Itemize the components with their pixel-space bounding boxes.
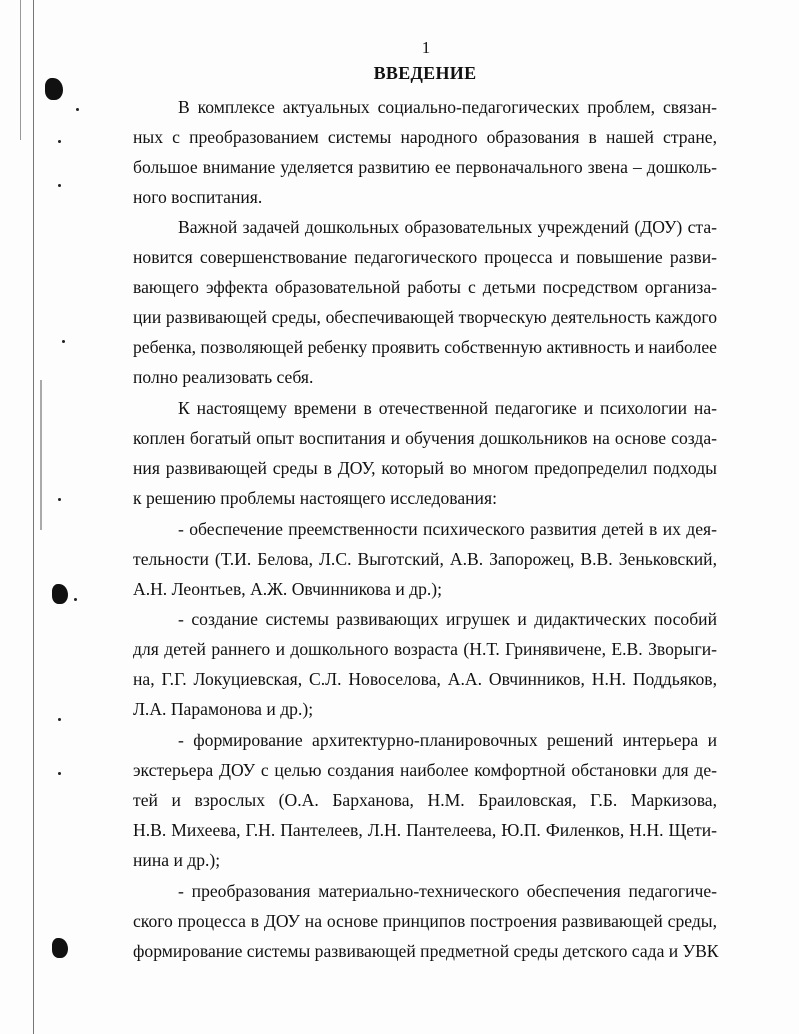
text-line: экстерьера ДОУ с целью создания наиболее комфортной обстановки для де- [133, 760, 717, 780]
text-line: новится совершенствование педагогического процесса и повышение разви- [133, 247, 717, 267]
list-paragraph [133, 725, 717, 875]
scan-dot [58, 498, 61, 501]
scan-dot [58, 184, 61, 187]
text-line: ных с преобразованием системы народного образования в нашей стране, [133, 127, 717, 147]
paragraph [133, 212, 717, 392]
text-line: к решению проблемы настоящего исследования: [133, 488, 497, 508]
text-line: Важной задачей дошкольных образовательных учреждений (ДОУ) ста- [178, 217, 717, 237]
text-line: полно реализовать себя. [133, 367, 314, 387]
scan-dot [76, 108, 79, 111]
text-line: ного воспитания. [133, 187, 263, 207]
page-number: 1 [421, 38, 431, 57]
text-line: ребенка, позволяющей ребенку проявить собственную активность и наиболее [133, 337, 717, 357]
text-line: коплен богатый опыт воспитания и обучения дошкольников на основе созда- [133, 428, 717, 448]
list-paragraph [133, 604, 717, 724]
scan-dot [74, 598, 77, 601]
text-line: - преобразования материально-технического обеспечения педагогиче- [178, 881, 717, 901]
paragraph [133, 393, 717, 513]
text-line: тей и взрослых (О.А. Барханова, Н.М. Браиловская, Г.Б. Маркизова, [133, 790, 717, 810]
text-line: формирование системы развивающей предметной среды детского сада и УВК [133, 941, 719, 961]
text-line: Л.А. Парамонова и др.); [133, 699, 314, 719]
scan-margin-line [40, 380, 42, 530]
scan-margin-line [20, 0, 21, 140]
text-line: Н.В. Михеева, Г.Н. Пантелеев, Л.Н. Пантелеева, Ю.П. Филенков, Н.Н. Щети- [133, 820, 717, 840]
list-paragraph [133, 876, 717, 966]
text-line: ского процесса в ДОУ на основе принципов построения развивающей среды, [133, 911, 717, 931]
scan-blot [52, 938, 68, 958]
text-line: ции развивающей среды, обеспечивающей творческую деятельность каждого [133, 307, 717, 327]
paragraph [133, 92, 717, 212]
text-line: - создание системы развивающих игрушек и дидактических пособий [178, 609, 717, 629]
text-line: А.Н. Леонтьев, А.Ж. Овчинникова и др.); [133, 579, 443, 599]
scan-dot [62, 340, 65, 343]
scan-dot [58, 772, 61, 775]
scan-dot [58, 140, 61, 143]
text-line: вающего эффекта образовательной работы с детьми посредством организа- [133, 277, 717, 297]
scan-margin-line [33, 0, 34, 1034]
scan-dot [58, 718, 61, 721]
scan-blot [52, 584, 68, 604]
text-line: - формирование архитектурно-планировочных решений интерьера и [178, 730, 717, 750]
text-line: большое внимание уделяется развитию ее первоначального звена – дошколь- [133, 157, 717, 177]
section-heading: ВВЕДЕНИЕ [373, 63, 477, 83]
text-line: В комплексе актуальных социально-педагогических проблем, связан- [178, 97, 717, 117]
scan-blot [45, 78, 63, 100]
text-line: нина и др.); [133, 850, 221, 870]
text-line: К настоящему времени в отечественной педагогике и психологии на- [178, 398, 717, 418]
text-line: - обеспечение преемственности психического развития детей в их дея- [178, 519, 717, 539]
list-paragraph [133, 514, 717, 604]
text-line: для детей раннего и дошкольного возраста (Н.Т. Гринявичене, Е.В. Зворыги- [133, 639, 717, 659]
text-line: ния развивающей среды в ДОУ, который во многом предопределил подходы [133, 458, 717, 478]
text-line: тельности (Т.И. Белова, Л.С. Выготский, А.В. Запорожец, В.В. Зеньковский, [133, 549, 717, 569]
text-line: на, Г.Г. Локуциевская, С.Л. Новоселова, А.А. Овчинников, Н.Н. Поддьяков, [133, 669, 717, 689]
